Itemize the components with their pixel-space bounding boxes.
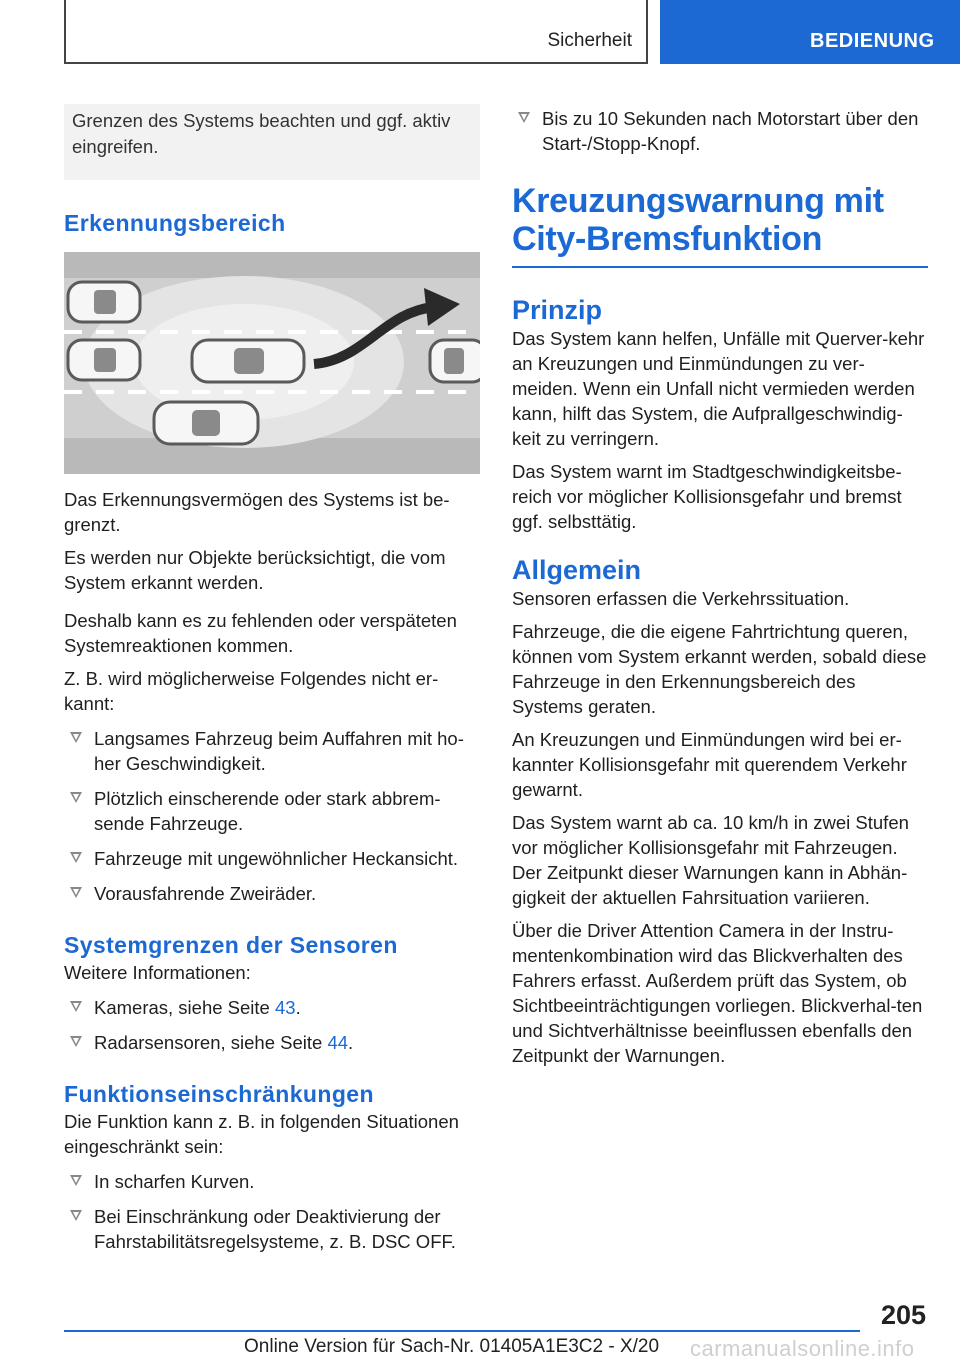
page-link-44[interactable]: 44 bbox=[327, 1032, 349, 1053]
list-item: Bei Einschränkung oder Deaktivierung der Fahrstabilitätsregelsysteme, z. B. DSC OFF. bbox=[64, 1204, 480, 1254]
paragraph: Deshalb kann es zu fehlenden oder verspäteten Systemreaktionen kommen. bbox=[64, 610, 457, 656]
section-title: Sicherheit bbox=[547, 30, 632, 51]
list-item: Fahrzeuge mit ungewöhnlicher Heckansicht. bbox=[64, 846, 480, 871]
warning-note: Grenzen des Systems beachten und ggf. aktiv eingreifen. bbox=[64, 104, 480, 180]
paragraph: Es werden nur Objekte berücksichtigt, die vom System erkannt werden. bbox=[64, 547, 446, 593]
chapter-tab-label: BEDIENUNG bbox=[810, 30, 935, 52]
paragraph: Das System kann helfen, Unfälle mit Querver-kehr an Kreuzungen und Einmündungen zu ver-meiden. Wenn ein Unfall nicht vermieden werden kann, hilft das System, die Aufprallgeschwindig-keit zu verringern. bbox=[512, 328, 925, 449]
list-item: Radarsensoren, siehe Seite 44. bbox=[64, 1030, 480, 1055]
paragraph: Sensoren erfassen die Verkehrssituation. bbox=[512, 588, 850, 609]
list-item: Kameras, siehe Seite 43. bbox=[64, 995, 480, 1020]
header-frame bbox=[64, 0, 648, 64]
paragraph: Das System warnt ab ca. 10 km/h in zwei Stufen vor möglicher Kollisionsgefahr mit Fahrzeugen. Der Zeitpunkt dieser Warnungen kann in Abhän-gigkeit der aktuellen Fahrsituation variieren. bbox=[512, 812, 909, 908]
footer-text: Online Version für Sach-Nr. 01405A1E3C2 - X/20 bbox=[244, 1336, 660, 1357]
list-item: Bis zu 10 Sekunden nach Motorstart über den Start-/Stopp-Knopf. bbox=[512, 106, 928, 156]
bullet-triangle-icon bbox=[70, 887, 82, 898]
detection-range-illustration bbox=[64, 252, 480, 474]
chapter-heading: Kreuzungswarnung mit City-Bremsfunktion bbox=[512, 182, 928, 268]
heading-general: Allgemein bbox=[512, 555, 642, 585]
bullet-triangle-icon bbox=[518, 112, 530, 123]
bullet-triangle-icon bbox=[70, 1036, 82, 1047]
bullet-triangle-icon bbox=[70, 792, 82, 803]
watermark: carmanualsonline.info bbox=[690, 1336, 915, 1361]
paragraph: Über die Driver Attention Camera in der Instru-mentenkombination wird das Blickverhalten des Fahrers erfasst. Außerdem prüft das System, ob Sichtbeeinträchtigungen vorliegen. Blickverhal-ten und Sichtverhältnisse beeinflussen ebenfalls den Zeitpunkt der Warnungen. bbox=[512, 920, 923, 1066]
heading-function-limits: Funktionseinschränkungen bbox=[64, 1081, 374, 1107]
paragraph: Fahrzeuge, die die eigene Fahrtrichtung queren, können vom System erkannt werden, sobald diese Fahrzeuge in den Erkennungsbereich des Systems geraten. bbox=[512, 621, 927, 717]
list-item: Langsames Fahrzeug beim Auffahren mit ho-her Geschwindigkeit. bbox=[64, 726, 480, 776]
paragraph: Weitere Informationen: bbox=[64, 962, 251, 983]
chapter-tab[interactable] bbox=[660, 0, 960, 64]
bullet-triangle-icon bbox=[70, 1175, 82, 1186]
footer-divider bbox=[64, 1330, 860, 1332]
paragraph: Z. B. wird möglicherweise Folgendes nicht er-kannt: bbox=[64, 668, 439, 714]
bullet-triangle-icon bbox=[70, 852, 82, 863]
paragraph: An Kreuzungen und Einmündungen wird bei er-kannter Kollisionsgefahr mit querendem Verkehr gewarnt. bbox=[512, 729, 907, 800]
page-link-43[interactable]: 43 bbox=[274, 997, 296, 1018]
paragraph: Das System warnt im Stadtgeschwindigkeitsbe-reich vor möglicher Kollisionsgefahr und bremst ggf. selbsttätig. bbox=[512, 461, 902, 532]
right-column bbox=[512, 104, 928, 1068]
bullet-triangle-icon bbox=[70, 1210, 82, 1221]
heading-detection-range: Erkennungsbereich bbox=[64, 210, 286, 236]
list-item: Vorausfahrende Zweiräder. bbox=[64, 881, 480, 906]
list-item: In scharfen Kurven. bbox=[64, 1169, 480, 1194]
paragraph: Die Funktion kann z. B. in folgenden Situationen eingeschränkt sein: bbox=[64, 1111, 459, 1157]
left-column bbox=[64, 104, 480, 1254]
heading-sensor-limits: Systemgrenzen der Sensoren bbox=[64, 932, 398, 958]
paragraph: Das Erkennungsvermögen des Systems ist be-grenzt. bbox=[64, 489, 450, 535]
list-item: Plötzlich einscherende oder stark abbrem-sende Fahrzeuge. bbox=[64, 786, 480, 836]
bullet-triangle-icon bbox=[70, 732, 82, 743]
page-number: 205 bbox=[880, 1300, 926, 1330]
bullet-triangle-icon bbox=[70, 1001, 82, 1012]
heading-principle: Prinzip bbox=[512, 295, 603, 325]
